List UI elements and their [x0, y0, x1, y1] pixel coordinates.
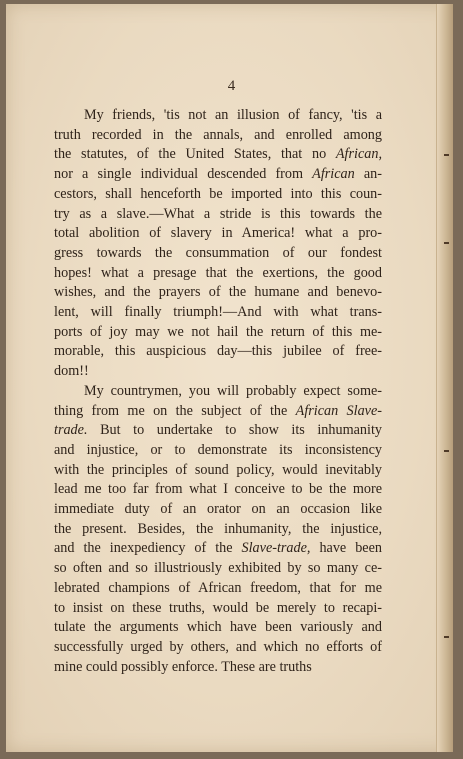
text-line: to insist on these truths, would be merely to recapi- [54, 599, 382, 616]
text-line: nor a single individual descended from African an- [54, 166, 382, 183]
text-line: thing from me on the subject of the African Slave- [54, 402, 382, 419]
gutter-mark [444, 242, 449, 244]
text-line: cestors, shall henceforth be imported into this coun- [54, 185, 382, 202]
italic-text: African, [335, 146, 382, 163]
text-line: successfully urged by others, and which no efforts of [54, 638, 382, 655]
text-line: with the principles of sound policy, would inevitably [54, 461, 382, 478]
text-line: ports of joy may we not hail the return of this me- [54, 323, 382, 340]
text-line: lead me too far from what I conceive to be the more [54, 481, 382, 498]
paragraph [54, 382, 382, 678]
body-text [54, 106, 382, 677]
italic-text: African [312, 166, 355, 183]
paragraph [54, 106, 382, 382]
page-gutter [436, 4, 453, 752]
text-line: total abolition of slavery in America! what a pro- [54, 225, 382, 242]
gutter-mark [444, 636, 449, 638]
text-line: gress towards the consummation of our fondest [54, 244, 382, 261]
italic-text: Slave-trade, [241, 540, 311, 557]
text-line: morable, this auspicious day—this jubilee of free- [54, 343, 382, 360]
text-line: dom!! [54, 363, 89, 380]
text-line: truth recorded in the annals, and enrolled among [54, 126, 382, 143]
text-line: trade. But to undertake to show its inhumanity [54, 422, 382, 439]
text-line: lent, will finally triumph!—And with what trans- [54, 304, 382, 321]
italic-text: African Slave- [295, 402, 382, 419]
text-line: the statutes, of the United States, that no African, [54, 146, 382, 163]
text-line: tulate the arguments which have been variously and [54, 619, 382, 636]
gutter-mark [444, 154, 449, 156]
text-line: and the inexpediency of the Slave-trade, have been [54, 540, 382, 557]
text-line: My countrymen, you will probably expect some- [84, 382, 382, 399]
text-line: wishes, and the prayers of the humane and benevo- [54, 284, 382, 301]
text-line: try as a slave.—What a stride is this towards the [54, 205, 382, 222]
gutter-mark [444, 450, 449, 452]
page-number: 4 [227, 78, 236, 94]
text-line: the present. Besides, the inhumanity, the injustice, [54, 520, 382, 537]
text-line: lebrated champions of African freedom, that for me [54, 579, 382, 596]
text-line: My friends, 'tis not an illusion of fancy, 'tis a [84, 107, 382, 123]
italic-text: trade. [54, 422, 88, 439]
text-line: and injustice, or to demonstrate its inconsistency [54, 441, 382, 458]
text-line: mine could possibly enforce. These are truths [54, 658, 312, 675]
text-line: immediate duty of an orator on an occasion like [54, 501, 382, 518]
text-line: so often and so illustriously exhibited by so many ce- [54, 560, 382, 577]
text-line: hopes! what a presage that the exertions, the good [54, 264, 382, 281]
